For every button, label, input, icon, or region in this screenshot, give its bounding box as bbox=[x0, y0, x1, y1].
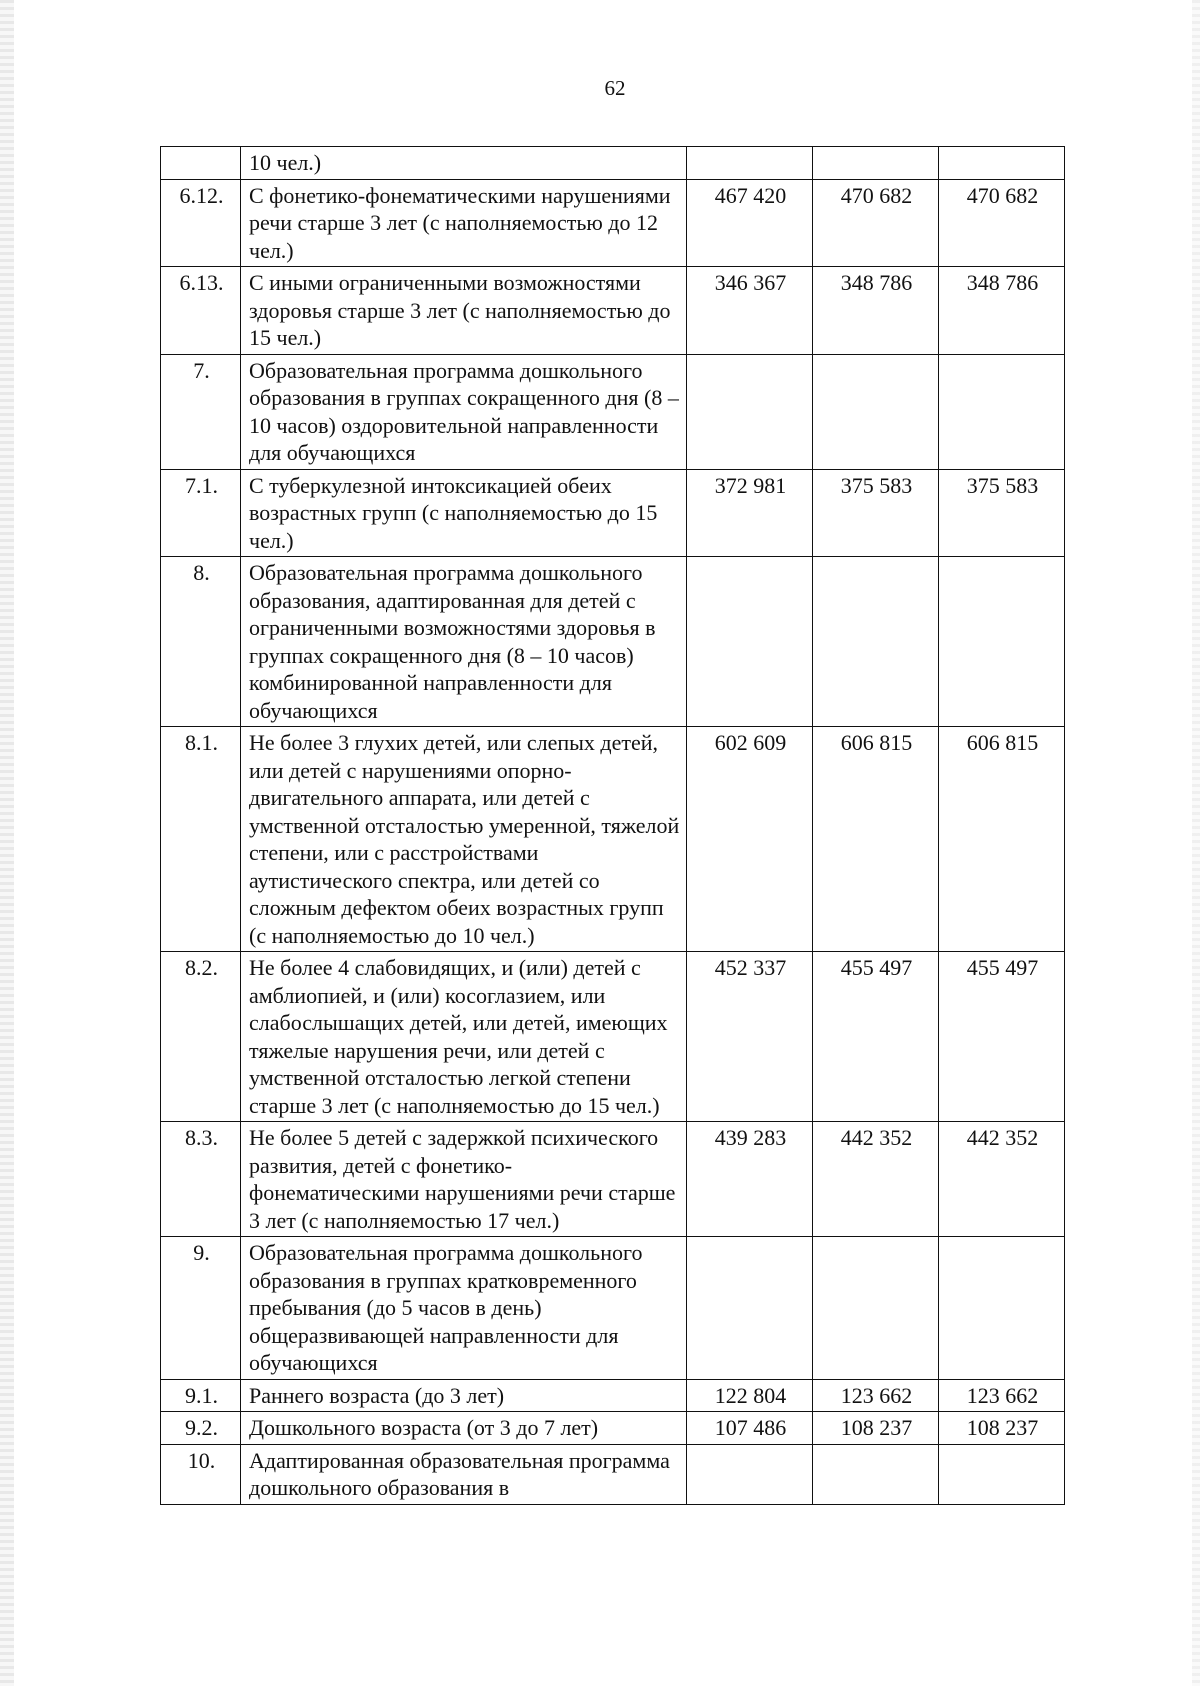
row-value-1-cell bbox=[687, 557, 813, 727]
row-description-cell: Раннего возраста (до 3 лет) bbox=[241, 1379, 687, 1412]
row-number-cell: 7. bbox=[161, 354, 241, 469]
row-value-3-cell: 375 583 bbox=[939, 469, 1065, 557]
row-description-cell: Образовательная программа дошкольного образования в группах сокращенного дня (8 – 10 часов) оздоровительной направленности для обучающихся bbox=[241, 354, 687, 469]
row-value-2-cell: 470 682 bbox=[813, 179, 939, 267]
row-value-1-cell: 107 486 bbox=[687, 1412, 813, 1445]
row-number-cell: 7.1. bbox=[161, 469, 241, 557]
row-value-1-cell: 372 981 bbox=[687, 469, 813, 557]
row-value-1-cell bbox=[687, 1444, 813, 1504]
row-number-cell: 9. bbox=[161, 1237, 241, 1380]
row-value-3-cell bbox=[939, 557, 1065, 727]
row-value-3-cell: 606 815 bbox=[939, 727, 1065, 952]
row-number-cell: 9.2. bbox=[161, 1412, 241, 1445]
cost-table bbox=[160, 146, 1065, 1505]
row-description-cell: Не более 3 глухих детей, или слепых детей, или детей с нарушениями опорно-двигательного аппарата, или детей с умственной отсталостью умеренной, тяжелой степени, или с расстройствами аутистического спектра, или детей со сложным дефектом обеих возрастных групп (с наполняемостью до 10 чел.) bbox=[241, 727, 687, 952]
row-description-cell: С туберкулезной интоксикацией обеих возрастных групп (с наполняемостью до 15 чел.) bbox=[241, 469, 687, 557]
row-value-3-cell: 108 237 bbox=[939, 1412, 1065, 1445]
table-row bbox=[161, 727, 1065, 952]
page-number: 62 bbox=[604, 76, 626, 100]
row-value-1-cell: 602 609 bbox=[687, 727, 813, 952]
row-number-cell: 8. bbox=[161, 557, 241, 727]
row-value-1-cell bbox=[687, 1237, 813, 1380]
row-value-1-cell: 467 420 bbox=[687, 179, 813, 267]
row-number-cell: 8.3. bbox=[161, 1122, 241, 1237]
row-value-3-cell: 348 786 bbox=[939, 267, 1065, 355]
table-row bbox=[161, 1412, 1065, 1445]
row-number-cell: 9.1. bbox=[161, 1379, 241, 1412]
row-value-3-cell bbox=[939, 354, 1065, 469]
table-row bbox=[161, 557, 1065, 727]
row-value-3-cell: 442 352 bbox=[939, 1122, 1065, 1237]
row-description-cell: С фонетико-фонематическими нарушениями речи старше 3 лет (с наполняемостью до 12 чел.) bbox=[241, 179, 687, 267]
row-value-3-cell bbox=[939, 147, 1065, 180]
table-row bbox=[161, 267, 1065, 355]
row-value-2-cell: 375 583 bbox=[813, 469, 939, 557]
row-value-1-cell bbox=[687, 147, 813, 180]
row-description-cell: Адаптированная образовательная программа дошкольного образования в bbox=[241, 1444, 687, 1504]
row-value-3-cell: 123 662 bbox=[939, 1379, 1065, 1412]
scan-edge-left bbox=[0, 0, 14, 1686]
row-value-2-cell: 123 662 bbox=[813, 1379, 939, 1412]
table-row bbox=[161, 1379, 1065, 1412]
table-body bbox=[161, 147, 1065, 1505]
row-value-3-cell: 470 682 bbox=[939, 179, 1065, 267]
row-description-cell: Образовательная программа дошкольного образования в группах кратковременного пребывания (до 5 часов в день) общеразвивающей направленности для обучающихся bbox=[241, 1237, 687, 1380]
row-description-cell: 10 чел.) bbox=[241, 147, 687, 180]
row-value-2-cell: 442 352 bbox=[813, 1122, 939, 1237]
row-number-cell: 8.1. bbox=[161, 727, 241, 952]
row-value-2-cell bbox=[813, 557, 939, 727]
row-value-2-cell: 108 237 bbox=[813, 1412, 939, 1445]
row-number-cell: 10. bbox=[161, 1444, 241, 1504]
row-description-cell: Не более 5 детей с задержкой психического развития, детей с фонетико-фонематическими нарушениями речи старше 3 лет (с наполняемостью 17 чел.) bbox=[241, 1122, 687, 1237]
table-row bbox=[161, 179, 1065, 267]
row-value-3-cell bbox=[939, 1444, 1065, 1504]
row-value-2-cell bbox=[813, 147, 939, 180]
row-number-cell: 6.13. bbox=[161, 267, 241, 355]
table-row bbox=[161, 952, 1065, 1122]
table-row bbox=[161, 147, 1065, 180]
row-value-1-cell: 452 337 bbox=[687, 952, 813, 1122]
table-row bbox=[161, 354, 1065, 469]
table-row bbox=[161, 1237, 1065, 1380]
row-number-cell bbox=[161, 147, 241, 180]
table-row bbox=[161, 1444, 1065, 1504]
row-value-2-cell bbox=[813, 1444, 939, 1504]
table-row bbox=[161, 1122, 1065, 1237]
row-description-cell: Образовательная программа дошкольного образования, адаптированная для детей с ограниченными возможностями здоровья в группах сокращенного дня (8 – 10 часов) комбинированной направленности для обучающихся bbox=[241, 557, 687, 727]
row-description-cell: Не более 4 слабовидящих, и (или) детей с амблиопией, и (или) косоглазием, или слабослышащих детей, или детей, имеющих тяжелые нарушения речи, или детей с умственной отсталостью легкой степени старше 3 лет (с наполняемостью до 15 чел.) bbox=[241, 952, 687, 1122]
row-value-1-cell: 346 367 bbox=[687, 267, 813, 355]
row-number-cell: 6.12. bbox=[161, 179, 241, 267]
row-description-cell: С иными ограниченными возможностями здоровья старше 3 лет (с наполняемостью до 15 чел.) bbox=[241, 267, 687, 355]
row-value-1-cell: 439 283 bbox=[687, 1122, 813, 1237]
row-number-cell: 8.2. bbox=[161, 952, 241, 1122]
row-value-2-cell: 606 815 bbox=[813, 727, 939, 952]
row-value-1-cell: 122 804 bbox=[687, 1379, 813, 1412]
row-value-3-cell bbox=[939, 1237, 1065, 1380]
table-row bbox=[161, 469, 1065, 557]
row-value-1-cell bbox=[687, 354, 813, 469]
row-value-2-cell bbox=[813, 354, 939, 469]
row-value-3-cell: 455 497 bbox=[939, 952, 1065, 1122]
row-description-cell: Дошкольного возраста (от 3 до 7 лет) bbox=[241, 1412, 687, 1445]
row-value-2-cell: 455 497 bbox=[813, 952, 939, 1122]
row-value-2-cell: 348 786 bbox=[813, 267, 939, 355]
scan-edge-right bbox=[1192, 0, 1200, 1686]
row-value-2-cell bbox=[813, 1237, 939, 1380]
